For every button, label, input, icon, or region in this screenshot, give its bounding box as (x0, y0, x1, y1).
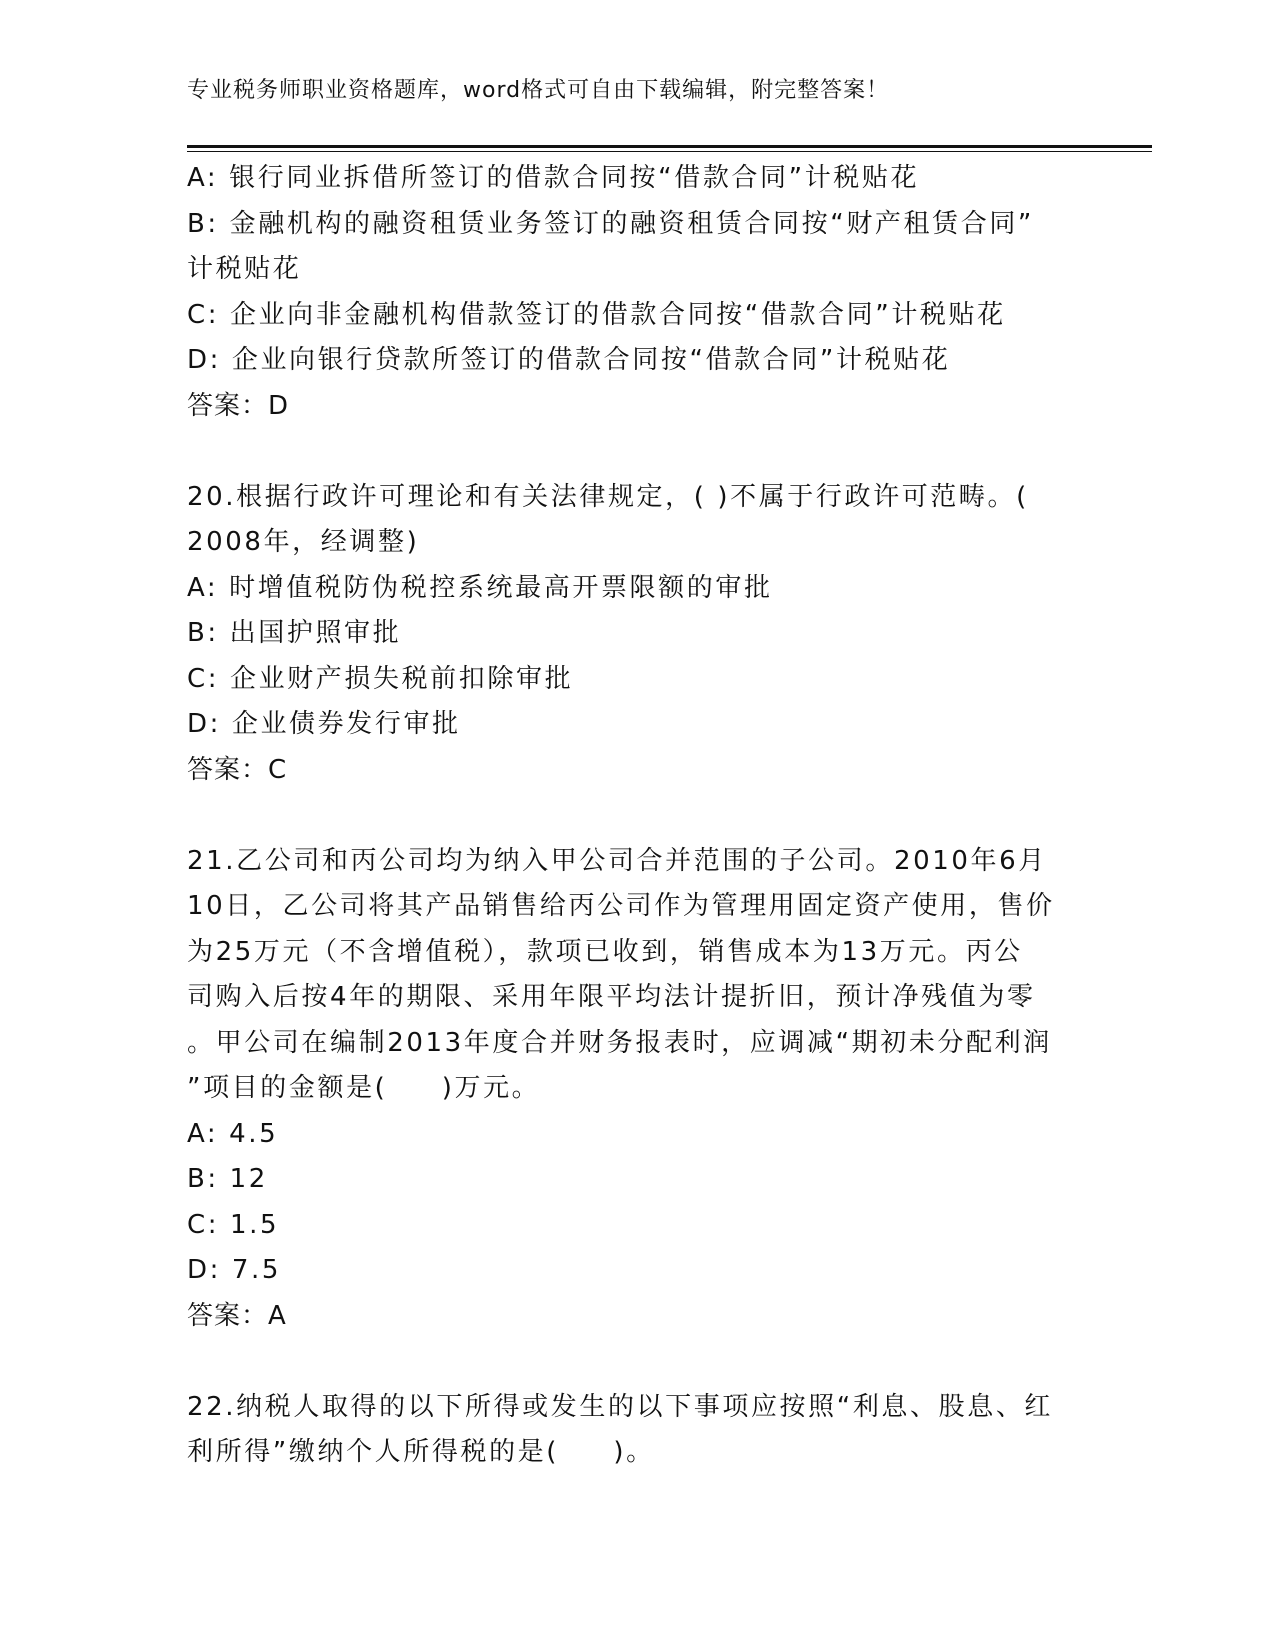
option-a: A: 银行同业拆借所签订的借款合同按“借款合同”计税贴花 (187, 163, 920, 193)
question-stem-line: 20.根据行政许可理论和有关法律规定，( )不属于行政许可范畴。( (187, 481, 1029, 512)
option-b: B: 12 (187, 1164, 268, 1194)
option-b: B: 出国护照审批 (187, 618, 402, 648)
option-d: D: 企业向银行贷款所签订的借款合同按“借款合同”计税贴花 (187, 345, 951, 375)
question-stem-line: 22.纳税人取得的以下所得或发生的以下事项应按照“利息、股息、红 (187, 1391, 1054, 1422)
question-19 (187, 156, 1087, 429)
question-stem-line: 利所得”缴纳个人所得税的是( )。 (187, 1437, 655, 1467)
option-c: C: 企业向非金融机构借款签订的借款合同按“借款合同”计税贴花 (187, 299, 1006, 330)
question-stem-line: 为25万元（不含增值税），款项已收到，销售成本为13万元。丙公 (187, 936, 1023, 967)
question-stem-line: 2008年，经调整) (187, 527, 420, 557)
option-d: D: 7.5 (187, 1255, 281, 1285)
question-22 (187, 1385, 1087, 1476)
header-rule-thin (187, 151, 1152, 152)
spacer (187, 1339, 1087, 1385)
spacer (187, 793, 1087, 839)
question-stem-line: 。甲公司在编制2013年度合并财务报表时，应调减“期初未分配利润 (187, 1027, 1052, 1058)
page-header: 专业税务师职业资格题库，word格式可自由下载编辑，附完整答案！ (187, 78, 890, 103)
answer-19: 答案：D (187, 390, 290, 421)
question-stem-line: 司购入后按4年的期限、采用年限平均法计提折旧，预计净残值为零 (187, 982, 1036, 1012)
question-stem-line: ”项目的金额是( )万元。 (187, 1073, 541, 1103)
option-b-continued: 计税贴花 (187, 254, 302, 284)
header-rule-thick (187, 145, 1152, 148)
spacer (187, 429, 1087, 475)
question-20 (187, 475, 1087, 794)
answer-20: 答案：C (187, 754, 288, 785)
option-c: C: 企业财产损失税前扣除审批 (187, 663, 574, 694)
question-stem-line: 21.乙公司和丙公司均为纳入甲公司合并范围的子公司。2010年6月 (187, 845, 1047, 876)
option-b: B: 金融机构的融资租赁业务签订的融资租赁合同按“财产租赁合同” (187, 208, 1035, 239)
answer-21: 答案：A (187, 1300, 287, 1331)
question-stem-line: 10日，乙公司将其产品销售给丙公司作为管理用固定资产使用，售价 (187, 891, 1055, 921)
option-a: A: 4.5 (187, 1118, 279, 1149)
question-21 (187, 839, 1087, 1340)
option-c: C: 1.5 (187, 1209, 280, 1240)
option-d: D: 企业债券发行审批 (187, 709, 461, 739)
document-body (187, 156, 1087, 1476)
option-a: A: 时增值税防伪税控系统最高开票限额的审批 (187, 572, 773, 603)
